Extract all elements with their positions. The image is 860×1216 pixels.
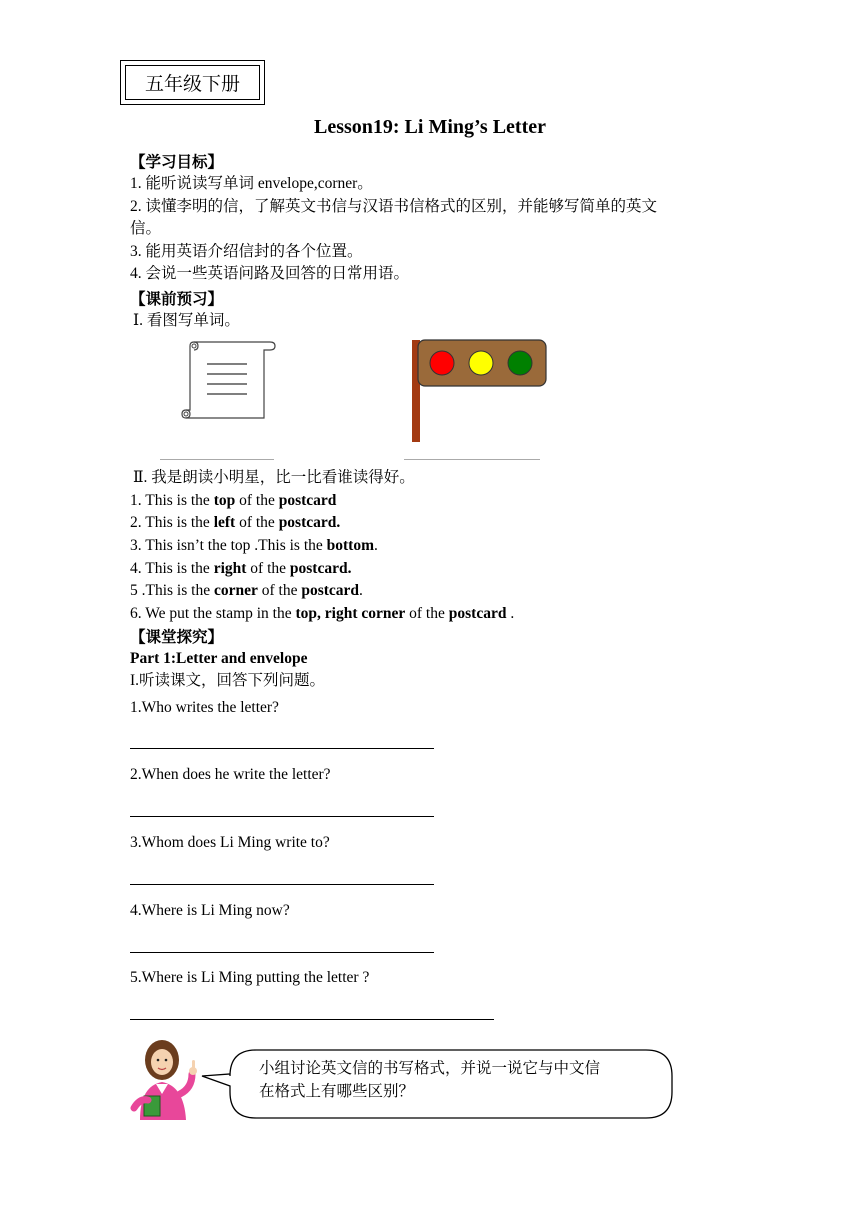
question: 5.Where is Li Ming putting the letter ?: [130, 969, 370, 986]
answer-line[interactable]: [130, 816, 434, 817]
question: 3.Whom does Li Ming write to?: [130, 834, 330, 851]
preview-header: 【课前预习】: [130, 291, 224, 308]
reading-sentence: 4. This is the right of the postcard.: [130, 560, 352, 577]
reading-sentence: 3. This isn’t the top .This is the bottom.: [130, 537, 378, 554]
grade-box: [120, 60, 265, 105]
page-title: Lesson19: Li Ming’s Letter: [313, 116, 546, 138]
answer-line[interactable]: [130, 748, 434, 749]
grade-label: 五年级下册: [125, 65, 260, 100]
teacher-icon: [130, 1038, 206, 1120]
objective-item: 1. 能听说读写单词 envelope,corner。: [130, 175, 373, 192]
question: 1.Who writes the letter?: [130, 699, 279, 716]
objective-item: 信。: [130, 220, 162, 237]
question: 4.Where is Li Ming now?: [130, 902, 290, 919]
preview-part2: Ⅱ. 我是朗读小明星，比一比看谁读得好。: [133, 469, 415, 486]
scroll-letter-icon: [180, 338, 276, 422]
reading-sentence: 1. This is the top of the postcard: [130, 492, 337, 509]
preview-part1: Ⅰ. 看图写单词。: [133, 312, 240, 329]
objectives-header: 【学习目标】: [130, 154, 224, 171]
reading-sentence: 2. This is the left of the postcard.: [130, 514, 341, 531]
reading-sentence: 6. We put the stamp in the top, right corner of the postcard .: [130, 605, 515, 622]
bubble-line-2: 在格式上有哪些区别？: [259, 1083, 415, 1100]
objective-item: 4. 会说一些英语问路及回答的日常用语。: [130, 265, 410, 282]
part-title: Part 1:Letter and envelope: [130, 650, 308, 667]
objective-item: 2. 读懂李明的信，了解英文书信与汉语书信格式的区别，并能够写简单的英文: [130, 198, 658, 215]
explore-header: 【课堂探究】: [130, 629, 224, 646]
reading-sentence: 5 .This is the corner of the postcard.: [130, 582, 363, 599]
question: 2.When does he write the letter?: [130, 766, 331, 783]
answer-blank[interactable]: [160, 459, 274, 460]
answer-line[interactable]: [130, 952, 434, 953]
answer-line[interactable]: [130, 1019, 494, 1020]
explore-instruction: I.听读课文，回答下列问题。: [130, 672, 326, 689]
traffic-light-icon: [408, 338, 550, 444]
answer-line[interactable]: [130, 884, 434, 885]
objective-item: 3. 能用英语介绍信封的各个位置。: [130, 243, 363, 260]
bubble-line-1: 小组讨论英文信的书写格式，并说一说它与中文信: [259, 1060, 601, 1077]
answer-blank[interactable]: [404, 459, 540, 460]
